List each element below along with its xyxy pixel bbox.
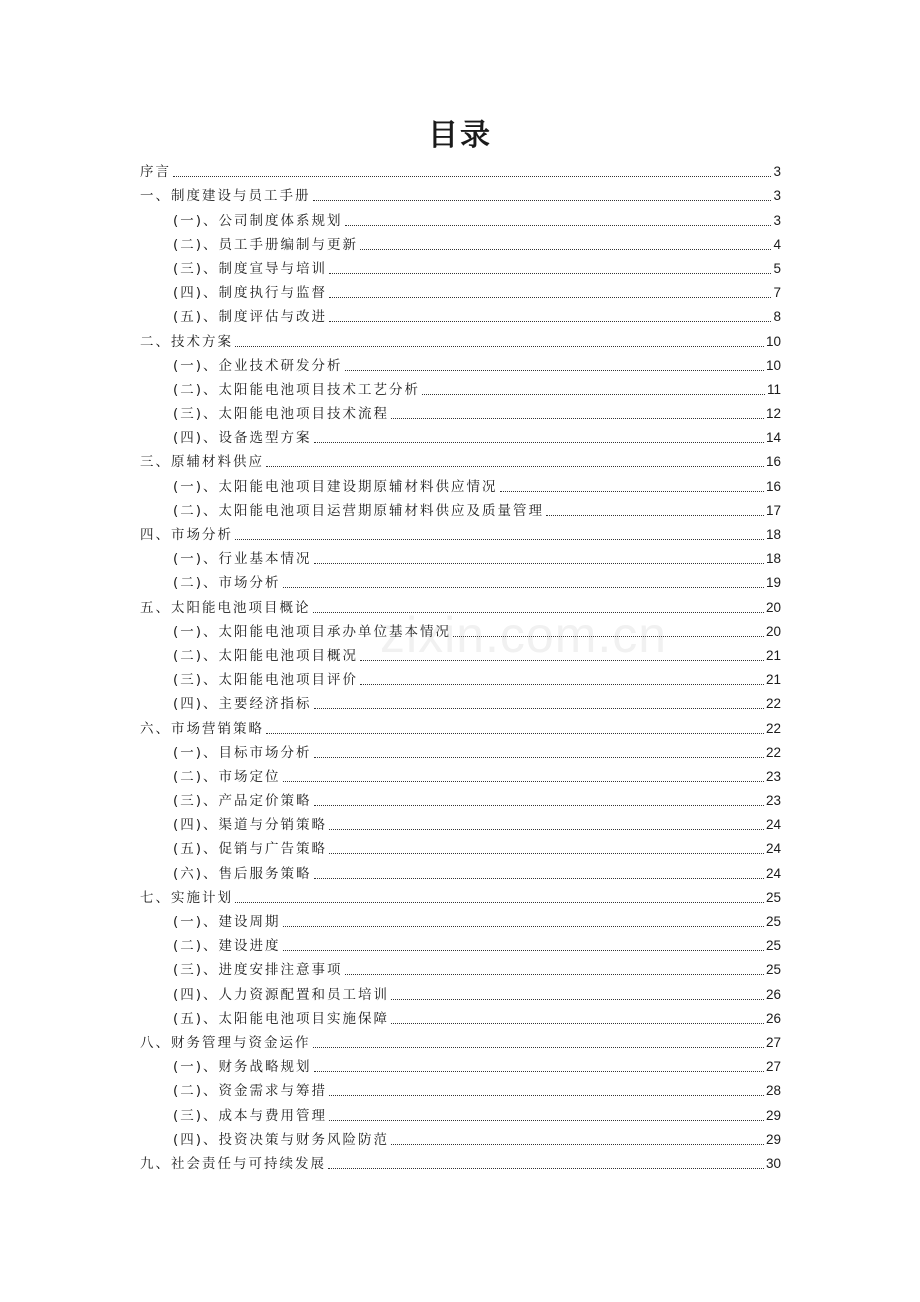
toc-page-number: 22 — [765, 720, 781, 736]
toc-entry-label: (二)、太阳能电池项目概况 — [173, 647, 359, 664]
toc-page-number: 8 — [773, 309, 781, 325]
toc-dot-leader — [345, 369, 764, 371]
toc-subsection-entry[interactable] — [140, 934, 781, 958]
toc-dot-leader — [391, 998, 764, 1000]
toc-subsection-entry[interactable] — [140, 281, 781, 305]
toc-entry-label: 四、市场分析 — [140, 527, 233, 543]
toc-dot-leader — [345, 224, 772, 226]
toc-dot-leader — [329, 272, 771, 274]
toc-entry-label: (一)、财务战略规划 — [173, 1059, 312, 1076]
toc-dot-leader — [266, 732, 764, 734]
toc-entry-label: 九、社会责任与可持续发展 — [140, 1155, 326, 1172]
toc-page-number: 4 — [773, 236, 781, 252]
toc-dot-leader — [314, 877, 764, 879]
toc-entry-label: (五)、制度评估与改进 — [173, 309, 328, 326]
toc-entry-label: (二)、市场分析 — [173, 575, 281, 592]
toc-page-number: 24 — [765, 817, 781, 833]
toc-subsection-entry[interactable] — [140, 837, 781, 861]
toc-page-number: 3 — [773, 212, 781, 228]
toc-subsection-entry[interactable] — [140, 499, 781, 523]
toc-dot-leader — [314, 756, 764, 758]
toc-entry-label: (四)、制度执行与监督 — [173, 285, 328, 302]
toc-page-number: 29 — [765, 1131, 781, 1147]
toc-dot-leader — [500, 490, 764, 492]
toc-entry-label: (一)、行业基本情况 — [173, 551, 312, 568]
toc-dot-leader — [328, 1167, 764, 1169]
toc-dot-leader — [314, 562, 764, 564]
toc-subsection-entry[interactable] — [140, 861, 781, 885]
toc-subsection-entry[interactable] — [140, 982, 781, 1006]
toc-subsection-entry[interactable] — [140, 741, 781, 765]
toc-page-number: 10 — [765, 333, 781, 349]
toc-entry-label: (四)、设备选型方案 — [173, 430, 312, 447]
toc-subsection-entry[interactable] — [140, 644, 781, 668]
toc-entry-label: (三)、成本与费用管理 — [173, 1107, 328, 1124]
toc-page-number: 21 — [765, 647, 781, 663]
toc-subsection-entry[interactable] — [140, 620, 781, 644]
toc-page-number: 16 — [765, 454, 781, 470]
toc-section-entry[interactable] — [140, 160, 781, 184]
toc-page-number: 3 — [773, 188, 781, 204]
toc-subsection-entry[interactable] — [140, 571, 781, 595]
toc-subsection-entry[interactable] — [140, 257, 781, 281]
toc-subsection-entry[interactable] — [140, 354, 781, 378]
toc-dot-leader — [391, 1143, 764, 1145]
toc-subsection-entry[interactable] — [140, 474, 781, 498]
toc-subsection-entry[interactable] — [140, 547, 781, 571]
toc-dot-leader — [314, 707, 764, 709]
toc-page-number: 5 — [773, 260, 781, 276]
toc-entry-label: (六)、售后服务策略 — [173, 865, 312, 882]
toc-entry-label: 五、太阳能电池项目概论 — [140, 599, 311, 616]
toc-entry-label: (一)、公司制度体系规划 — [173, 212, 343, 229]
toc-entry-label: (三)、进度安排注意事项 — [173, 962, 343, 979]
toc-entry-label: (四)、人力资源配置和员工培训 — [173, 986, 390, 1003]
toc-dot-leader — [360, 659, 764, 661]
toc-dot-leader — [313, 199, 772, 201]
toc-section-entry[interactable] — [140, 184, 781, 208]
toc-subsection-entry[interactable] — [140, 233, 781, 257]
toc-dot-leader — [329, 828, 764, 830]
toc-page-number: 12 — [765, 406, 781, 422]
toc-subsection-entry[interactable] — [140, 813, 781, 837]
toc-entry-label: 一、制度建设与员工手册 — [140, 188, 311, 205]
toc-section-entry[interactable] — [140, 595, 781, 619]
toc-dot-leader — [283, 586, 764, 588]
toc-dot-leader — [313, 611, 764, 613]
toc-subsection-entry[interactable] — [140, 378, 781, 402]
toc-entry-label: (一)、企业技术研发分析 — [173, 357, 343, 374]
toc-subsection-entry[interactable] — [140, 958, 781, 982]
toc-entry-label: 三、原辅材料供应 — [140, 454, 264, 471]
toc-entry-label: 二、技术方案 — [140, 333, 233, 350]
toc-page-number: 21 — [765, 672, 781, 688]
toc-page-number: 27 — [765, 1034, 781, 1050]
toc-page-number: 24 — [765, 865, 781, 881]
toc-entry-label: (三)、制度宣导与培训 — [173, 260, 328, 277]
toc-dot-leader — [345, 973, 764, 975]
toc-page-number: 28 — [765, 1083, 781, 1099]
toc-entry-label: (一)、目标市场分析 — [173, 744, 312, 761]
toc-page-number: 22 — [765, 696, 781, 712]
toc-entry-label: (三)、太阳能电池项目评价 — [173, 672, 359, 689]
toc-entry-label: (二)、员工手册编制与更新 — [173, 236, 359, 253]
toc-section-entry[interactable] — [140, 1031, 781, 1055]
toc-page-number: 30 — [765, 1155, 781, 1171]
toc-subsection-entry[interactable] — [140, 1079, 781, 1103]
toc-page-number: 25 — [765, 962, 781, 978]
toc-entry-label: (二)、资金需求与筹措 — [173, 1083, 328, 1100]
toc-subsection-entry[interactable] — [140, 402, 781, 426]
toc-page-number: 26 — [765, 986, 781, 1002]
toc-page-number: 20 — [765, 599, 781, 615]
toc-entry-label: (四)、主要经济指标 — [173, 696, 312, 713]
toc-page-number: 11 — [766, 381, 781, 397]
toc-entry-label: (一)、建设周期 — [173, 914, 281, 930]
toc-subsection-entry[interactable] — [140, 426, 781, 450]
toc-dot-leader — [422, 393, 765, 395]
toc-entry-label: 七、实施计划 — [140, 889, 233, 906]
toc-dot-leader — [283, 949, 764, 951]
toc-subsection-entry[interactable] — [140, 668, 781, 692]
toc-dot-leader — [391, 1022, 764, 1024]
toc-subsection-entry[interactable] — [140, 1128, 781, 1152]
toc-page-number: 16 — [765, 478, 781, 494]
toc-page-number: 18 — [765, 551, 781, 567]
toc-dot-leader — [546, 514, 764, 516]
toc-page-number: 3 — [773, 164, 781, 180]
toc-dot-leader — [391, 417, 764, 419]
toc-dot-leader — [329, 320, 771, 322]
toc-entry-label: (四)、渠道与分销策略 — [173, 817, 328, 834]
toc-page-number: 24 — [765, 841, 781, 857]
toc-page-number: 7 — [773, 285, 781, 301]
toc-section-entry[interactable] — [140, 329, 781, 353]
toc-page-number: 17 — [765, 502, 781, 518]
toc-dot-leader — [283, 780, 764, 782]
toc-title: 目录 — [428, 118, 492, 153]
toc-entry-label: (二)、太阳能电池项目运营期原辅材料供应及质量管理 — [173, 502, 545, 519]
toc-page-number: 26 — [765, 1010, 781, 1026]
toc-dot-leader — [283, 925, 764, 927]
toc-dot-leader — [314, 441, 764, 443]
toc-entry-label: 八、财务管理与资金运作 — [140, 1034, 311, 1051]
toc-page-number: 25 — [765, 938, 781, 954]
toc-entry-label: (五)、促销与广告策略 — [173, 841, 328, 858]
toc-page-number: 20 — [765, 623, 781, 639]
watermark: zixin.com.cn — [380, 607, 668, 663]
toc-dot-leader — [329, 852, 764, 854]
toc-list — [140, 160, 781, 1176]
toc-dot-leader — [235, 538, 764, 540]
toc-dot-leader — [313, 1046, 764, 1048]
toc-dot-leader — [314, 804, 764, 806]
toc-dot-leader — [329, 1094, 764, 1096]
toc-section-entry[interactable] — [140, 716, 781, 740]
toc-page-number: 22 — [765, 744, 781, 760]
toc-entry-label: (一)、太阳能电池项目建设期原辅材料供应情况 — [173, 478, 498, 495]
toc-subsection-entry[interactable] — [140, 1103, 781, 1127]
toc-page-number: 25 — [765, 914, 781, 929]
toc-subsection-entry[interactable] — [140, 765, 781, 789]
toc-page-number: 27 — [765, 1059, 781, 1075]
toc-subsection-entry[interactable] — [140, 789, 781, 813]
toc-dot-leader — [314, 1070, 764, 1072]
toc-subsection-entry[interactable] — [140, 305, 781, 329]
toc-dot-leader — [453, 635, 764, 637]
toc-section-entry[interactable] — [140, 1152, 781, 1176]
toc-page-number: 14 — [765, 430, 781, 446]
toc-section-entry[interactable] — [140, 450, 781, 474]
toc-dot-leader — [360, 248, 771, 250]
toc-page-number: 23 — [765, 768, 781, 784]
toc-dot-leader — [266, 465, 764, 467]
toc-section-entry[interactable] — [140, 523, 781, 547]
toc-entry-label: (二)、市场定位 — [173, 768, 281, 785]
toc-section-entry[interactable] — [140, 886, 781, 910]
toc-entry-label: (二)、建设进度 — [173, 938, 281, 955]
toc-subsection-entry[interactable] — [140, 1007, 781, 1031]
toc-entry-label: (五)、太阳能电池项目实施保障 — [173, 1010, 390, 1027]
toc-dot-leader — [235, 901, 764, 903]
toc-page-number: 19 — [765, 575, 781, 591]
toc-entry-label: 序言 — [140, 164, 171, 181]
toc-dot-leader — [329, 1119, 764, 1121]
toc-dot-leader — [360, 683, 764, 685]
toc-page-number: 23 — [765, 793, 781, 809]
toc-page-number: 10 — [765, 357, 781, 373]
toc-subsection-entry[interactable] — [140, 1055, 781, 1079]
toc-dot-leader — [173, 175, 771, 177]
toc-entry-label: 六、市场营销策略 — [140, 720, 264, 737]
toc-page-number: 29 — [765, 1107, 781, 1123]
toc-entry-label: (二)、太阳能电池项目技术工艺分析 — [173, 381, 421, 398]
toc-entry-label: (四)、投资决策与财务风险防范 — [173, 1131, 390, 1148]
toc-dot-leader — [235, 345, 764, 347]
toc-entry-label: (三)、太阳能电池项目技术流程 — [173, 406, 390, 423]
toc-entry-label: (一)、太阳能电池项目承办单位基本情况 — [173, 623, 452, 640]
toc-page-number: 25 — [765, 889, 781, 905]
toc-subsection-entry[interactable] — [140, 208, 781, 232]
toc-subsection-entry[interactable] — [140, 692, 781, 716]
toc-entry-label: (三)、产品定价策略 — [173, 793, 312, 810]
toc-subsection-entry[interactable] — [140, 910, 781, 934]
toc-page-number: 18 — [765, 527, 781, 542]
toc-dot-leader — [329, 296, 771, 298]
